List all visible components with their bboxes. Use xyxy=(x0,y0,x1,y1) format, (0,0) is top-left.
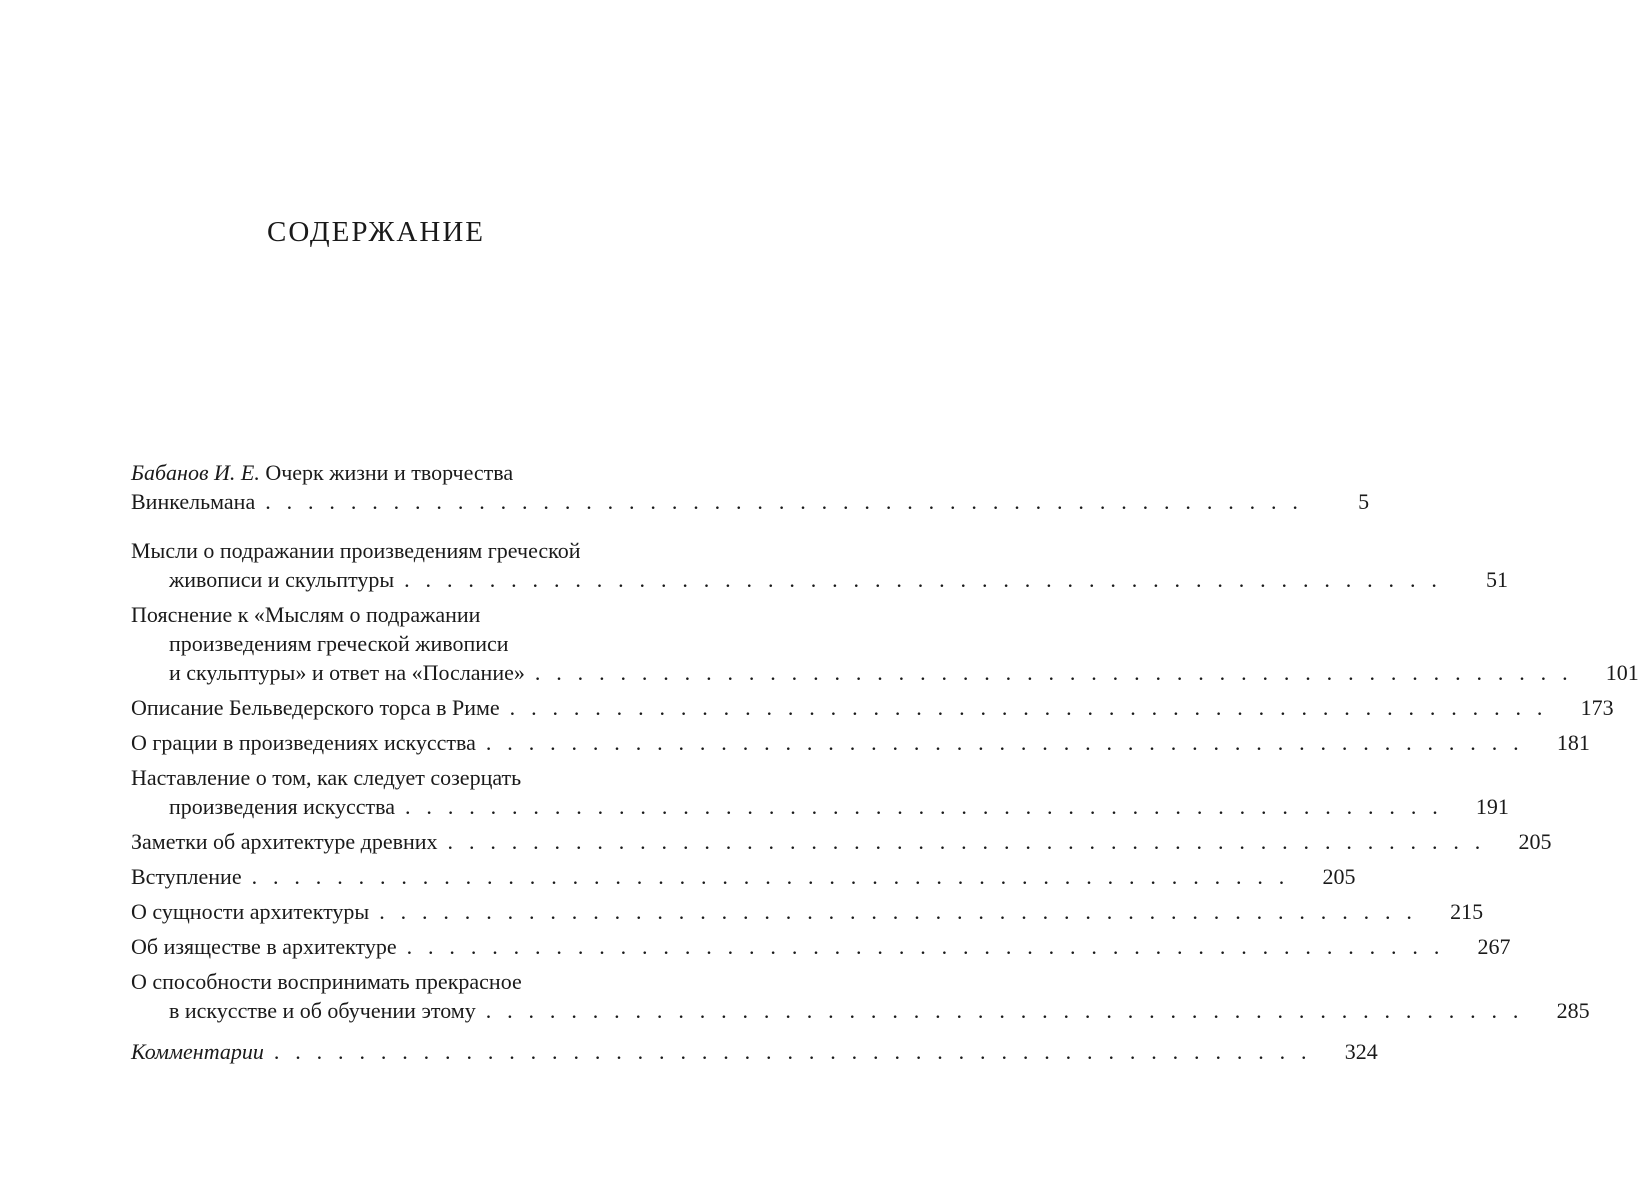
toc-entry-title-last: произведения искусства xyxy=(169,794,396,819)
dot-leader: . . . . . . . . . . . . . . . . . . . . . . . . . . . . . . . . . . . . . . . . . . . . . . . . . xyxy=(379,899,1418,924)
toc-entry-grace[interactable] xyxy=(131,728,1590,757)
toc-entry-page: 267 xyxy=(1477,934,1511,959)
toc-entry-thoughts[interactable] xyxy=(131,536,1509,594)
dot-leader: . . . . . . . . . . . . . . . . . . . . . . . . . . . . . . . . . . . . . . . . . . . . . . . . . xyxy=(406,934,1445,959)
dot-leader: . . . . . . . . . . . . . . . . . . . . . . . . . . . . . . . . . . . . . . . . . . . . . . . . . xyxy=(447,829,1486,854)
toc-entry-page: 191 xyxy=(1475,794,1509,819)
dot-leader: . . . . . . . . . . . . . . . . . . . . . . . . . . . . . . . . . . . . . . . . . . . . . . . . . xyxy=(405,794,1443,819)
toc-entry-page: 51 xyxy=(1486,567,1509,592)
toc-entry-essence[interactable] xyxy=(131,897,1484,926)
toc-entry-title: Пояснение к «Мыслям о подражании xyxy=(131,602,481,627)
toc-entry-torso[interactable] xyxy=(131,693,1614,722)
toc-entry-explanation[interactable] xyxy=(131,600,1639,687)
toc-entry-page: 205 xyxy=(1518,829,1552,854)
toc-entry-title: Бабанов И. Е. Очерк жизни и творчества xyxy=(131,460,514,485)
toc-entry-page: 215 xyxy=(1450,899,1484,924)
toc-entry-title-last: и скульптуры» и ответ на «Послание» xyxy=(169,660,525,685)
toc-entry-instruction[interactable] xyxy=(131,763,1509,821)
toc-entry-title: О способности воспринимать прекрасное xyxy=(131,969,522,994)
toc-entry-page: 205 xyxy=(1322,864,1356,889)
toc-entry-title-last: Вступление xyxy=(131,864,242,889)
toc-entry-comments[interactable] xyxy=(131,1037,1378,1066)
toc-entry-author: Бабанов И. Е. xyxy=(131,460,260,485)
dot-leader: . . . . . . . . . . . . . . . . . . . . . . . . . . . . . . . . . . . . . . . . . . . . . . . . . xyxy=(273,1039,1312,1064)
toc-entry-architecture-notes[interactable] xyxy=(131,827,1552,856)
toc-entry-introduction[interactable] xyxy=(131,862,1356,891)
toc-entry-title-cont: произведениям греческой живописи xyxy=(169,631,509,656)
table-of-contents xyxy=(131,458,1639,1066)
toc-entry-page: 181 xyxy=(1556,730,1590,755)
toc-entry-perception[interactable] xyxy=(131,967,1590,1025)
dot-leader: . . . . . . . . . . . . . . . . . . . . . . . . . . . . . . . . . . . . . . . . . . . . . . . . . xyxy=(485,730,1524,755)
toc-entry-page: 5 xyxy=(1358,489,1370,514)
toc-entry-title-last: живописи и скульптуры xyxy=(169,567,395,592)
page-title: СОДЕРЖАНИЕ xyxy=(267,216,485,248)
dot-leader: . . . . . . . . . . . . . . . . . . . . . . . . . . . . . . . . . . . . . . . . . . . . . . . . . xyxy=(485,998,1524,1023)
dot-leader: . . . . . . . . . . . . . . . . . . . . . . . . . . . . . . . . . . . . . . . . . . . . . . . . . xyxy=(251,864,1290,889)
toc-entry-title-last: Об изяществе в архитектуре xyxy=(131,934,397,959)
dot-leader: . . . . . . . . . . . . . . . . . . . . . . . . . . . . . . . . . . . . . . . . . . . . . . . . . xyxy=(404,567,1443,592)
toc-entry-title: Мысли о подражании произведениям греческой xyxy=(131,538,581,563)
dot-leader: . . . . . . . . . . . . . . . . . . . . . . . . . . . . . . . . . . . . . . . . . . . . . . . . . xyxy=(509,695,1548,720)
toc-entry-elegance[interactable] xyxy=(131,932,1511,961)
toc-entry-page: 173 xyxy=(1580,695,1614,720)
toc-entry-title-last: Винкельмана xyxy=(131,489,256,514)
dot-leader: . . . . . . . . . . . . . . . . . . . . . . . . . . . . . . . . . . . . . . . . . . . . . . . . . xyxy=(534,660,1573,685)
toc-entry-page: 285 xyxy=(1556,998,1590,1023)
toc-entry-title-last: Описание Бельведерского торса в Риме xyxy=(131,695,500,720)
toc-entry-title-last: Заметки об архитектуре древних xyxy=(131,829,438,854)
toc-entry-title-last: О грации в произведениях искусства xyxy=(131,730,476,755)
toc-entry-title-last: О сущности архитектуры xyxy=(131,899,370,924)
dot-leader: . . . . . . . . . . . . . . . . . . . . . . . . . . . . . . . . . . . . . . . . . . . . . . . . . xyxy=(265,489,1304,514)
toc-entry-babanov[interactable] xyxy=(131,458,1370,516)
toc-entry-title-last: Комментарии xyxy=(131,1039,264,1064)
toc-entry-title-last: в искусстве и об обучении этому xyxy=(169,998,476,1023)
toc-entry-page: 101 xyxy=(1605,660,1639,685)
toc-entry-page: 324 xyxy=(1344,1039,1378,1064)
toc-entry-title: Наставление о том, как следует созерцать xyxy=(131,765,522,790)
